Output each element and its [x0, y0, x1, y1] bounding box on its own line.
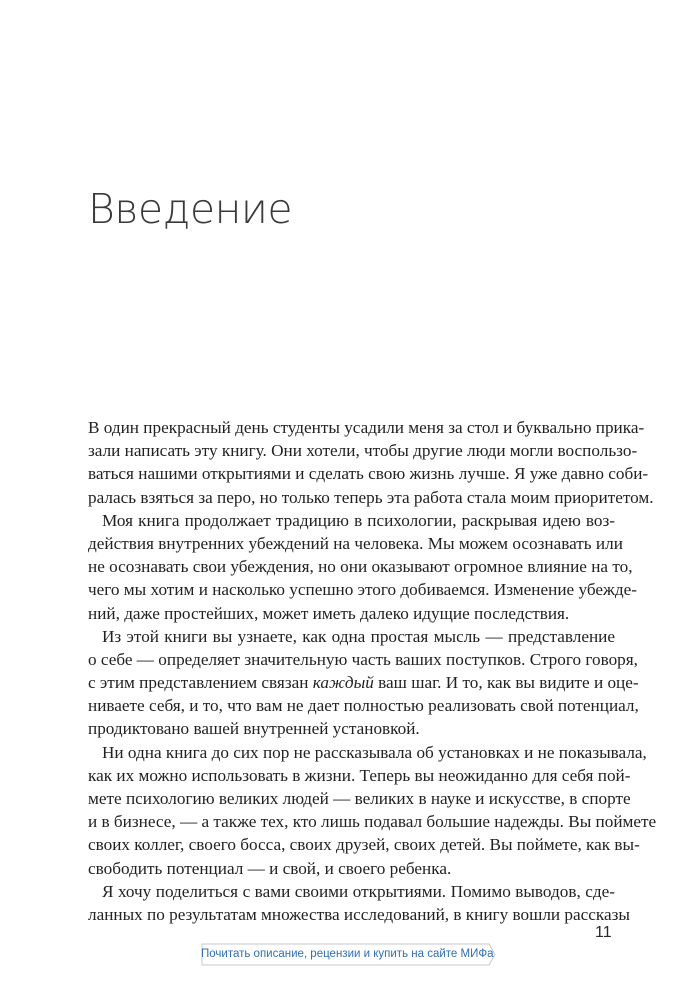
text-line: Ни одна книга до сих пор не рассказывала об установках и не показывала, [102, 742, 647, 762]
text-line: как их можно использовать в жизни. Теперь вы неожиданно для себя пой- [88, 765, 631, 785]
body-text [88, 416, 657, 926]
buy-link[interactable]: Почитать описание, рецензии и купить на сайте МИФа [201, 948, 494, 960]
text-line: ниваете себя, и то, что вам не дает полностью реализовать свой потенциал, [88, 696, 639, 716]
text-line: В один прекрасный день студенты усадили меня за стол и буквально прика- [88, 418, 645, 437]
text-segment: ваш шаг. И то, как вы видите и оце- [373, 673, 639, 693]
buy-link-banner[interactable] [201, 943, 496, 966]
text-line: Моя книга продолжает традицию в психологии, раскрывая идею воз- [102, 510, 615, 530]
text-line: Из этой книги вы узнаете, как одна простая мысль — представление [102, 626, 615, 646]
text-segment: с этим представлением связан [88, 673, 313, 693]
text-line: мете психологию великих людей — великих в науке и искусстве, в спорте [88, 789, 631, 808]
text-line: своих коллег, своего босса, своих друзей, своих детей. Вы поймете, как вы- [88, 835, 640, 855]
text-line: о себе — определяет значительную часть ваших поступков. Строго говоря, [88, 649, 638, 669]
text-line: продиктовано вашей внутренней установкой. [88, 719, 420, 739]
text-line: Я хочу поделиться с вами своими открытиями. Помимо выводов, сде- [102, 881, 615, 901]
text-line: чего мы хотим и насколько успешно этого добиваемся. Изменение убежде- [88, 580, 637, 600]
text-line: действия внутренних убеждений на человека. Мы можем осознавать или [88, 533, 623, 553]
text-line [88, 671, 639, 694]
text-line: и в бизнесе, — а также тех, кто лишь подавал большие надежды. Вы поймете [88, 812, 657, 832]
page-number: 11 [595, 924, 612, 941]
text-line: ний, даже простейших, может иметь далеко идущие последствия. [88, 603, 570, 623]
chapter-title: Введение [88, 185, 293, 233]
text-line: ланных по результатам множества исследований, в книгу вошли рассказы [88, 904, 630, 924]
text-line: ралась взяться за перо, но только теперь эта работа стала моим приоритетом. [88, 487, 654, 507]
text-line: не осознавать свои убеждения, но они оказывают огромное влияние на то, [88, 557, 633, 577]
text-line: ваться нашими открытиями и сделать свою жизнь лучше. Я уже давно соби- [88, 464, 649, 484]
text-line: свободить потенциал — и свой, и своего ребенка. [88, 858, 452, 878]
emphasis-word: каждый [312, 673, 374, 693]
text-line: зали написать эту книгу. Они хотели, чтобы другие люди могли воспользо- [88, 441, 638, 461]
